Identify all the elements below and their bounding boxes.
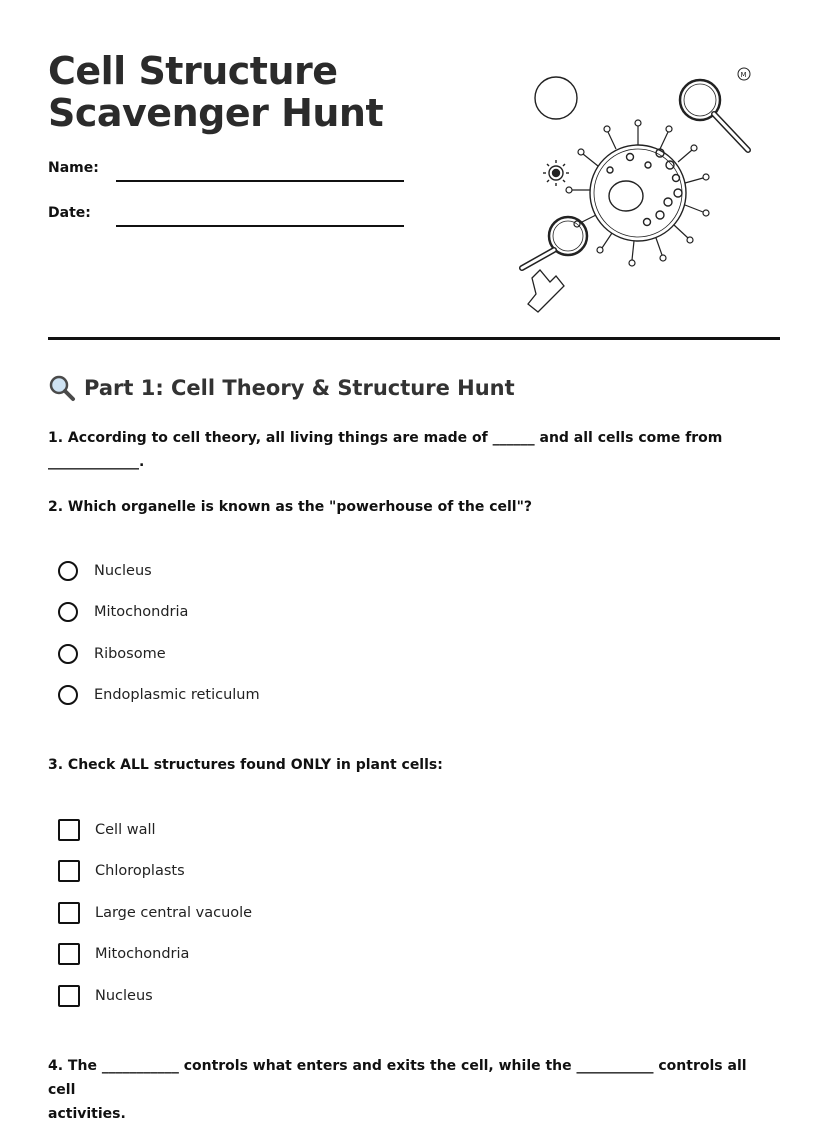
date-label: Date: bbox=[48, 205, 91, 221]
check-nucleus[interactable] bbox=[58, 983, 153, 1009]
check-mitochondria[interactable] bbox=[58, 941, 189, 967]
question-4 bbox=[48, 1054, 768, 1126]
check-cell-wall[interactable] bbox=[58, 817, 156, 843]
option-endoplasmic-reticulum[interactable] bbox=[58, 682, 260, 708]
question-3: 3. Check ALL structures found ONLY in plant cells: bbox=[48, 757, 443, 773]
check-large-central-vacuole[interactable] bbox=[58, 900, 252, 926]
option-label: Cell wall bbox=[95, 822, 156, 838]
page-title: Cell Structure Scavenger Hunt bbox=[48, 49, 384, 135]
checkbox[interactable] bbox=[58, 985, 80, 1007]
option-mitochondria[interactable] bbox=[58, 599, 188, 625]
question-4-line2: activities. bbox=[48, 1106, 126, 1122]
magnifying-glass-icon bbox=[48, 374, 76, 402]
option-label: Mitochondria bbox=[95, 946, 190, 962]
name-field[interactable] bbox=[116, 180, 404, 182]
bubble-icon bbox=[535, 77, 577, 119]
sun-icon bbox=[543, 160, 569, 186]
option-label: Chloroplasts bbox=[95, 863, 185, 879]
check-chloroplasts[interactable] bbox=[58, 858, 185, 884]
option-label: Large central vacuole bbox=[95, 905, 253, 921]
option-ribosome[interactable] bbox=[58, 641, 166, 667]
question-1-line2: _____________. bbox=[48, 454, 145, 470]
option-label: Mitochondria bbox=[94, 604, 189, 620]
radio-button[interactable] bbox=[58, 602, 78, 622]
hand-icon bbox=[522, 217, 587, 312]
cell-icon bbox=[566, 120, 709, 266]
question-4-line1: 4. The ___________ controls what enters and exits the cell, while the ___________ controls all cell bbox=[48, 1058, 747, 1098]
radio-button[interactable] bbox=[58, 685, 78, 705]
cell-illustration bbox=[510, 50, 780, 320]
question-2: 2. Which organelle is known as the "powerhouse of the cell"? bbox=[48, 499, 532, 515]
part1-heading bbox=[48, 374, 515, 402]
checkbox[interactable] bbox=[58, 860, 80, 882]
date-field[interactable] bbox=[116, 225, 404, 227]
option-nucleus[interactable] bbox=[58, 558, 152, 584]
name-label: Name: bbox=[48, 160, 99, 176]
part1-title: Part 1: Cell Theory & Structure Hunt bbox=[84, 376, 515, 400]
option-label: Ribosome bbox=[94, 646, 166, 662]
checkbox[interactable] bbox=[58, 819, 80, 841]
option-label: Nucleus bbox=[95, 988, 153, 1004]
radio-button[interactable] bbox=[58, 561, 78, 581]
checkbox[interactable] bbox=[58, 902, 80, 924]
magnifying-glass-icon bbox=[680, 80, 748, 150]
checkbox[interactable] bbox=[58, 943, 80, 965]
radio-button[interactable] bbox=[58, 644, 78, 664]
svg-text:M: M bbox=[740, 71, 747, 79]
option-label: Nucleus bbox=[94, 563, 152, 579]
question-1 bbox=[48, 426, 768, 474]
question-1-line1: 1. According to cell theory, all living things are made of ______ and all cells come from bbox=[48, 430, 723, 446]
section-divider bbox=[48, 337, 780, 340]
option-label: Endoplasmic reticulum bbox=[94, 687, 260, 703]
